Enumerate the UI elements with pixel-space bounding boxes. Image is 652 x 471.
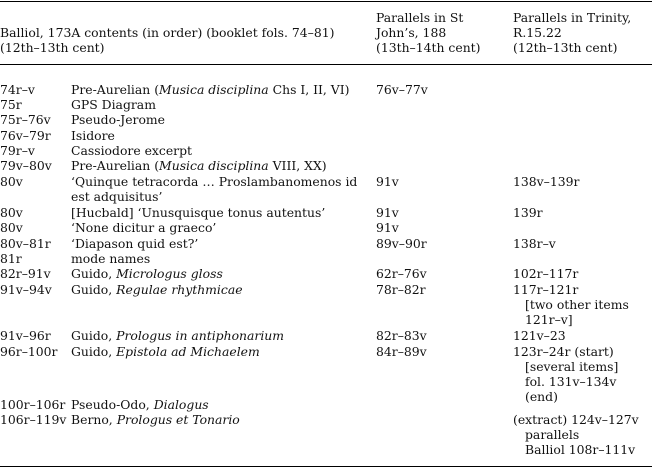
folio: 106r–119v: [0, 412, 67, 427]
content: Isidore: [71, 128, 115, 143]
header-st-johns: [376, 10, 481, 55]
folio: 79r–v: [0, 143, 35, 158]
trinity-parallel: 121v–23: [513, 328, 566, 343]
content: Pseudo-Odo, Dialogus: [71, 397, 209, 412]
content: Berno, Prologus et Tonario: [71, 412, 240, 427]
st-johns-parallel: 62r–76v: [376, 266, 427, 281]
trinity-parallel: 139r: [513, 205, 543, 220]
content: Guido, Micrologus gloss: [71, 266, 223, 281]
trinity-parallel: 138v–139r: [513, 174, 580, 189]
trinity-parallel: (extract) 124v–127v parallels Balliol 108r–111v: [513, 412, 639, 457]
content: ‘Quinque tetracorda … Proslambanomenos id est adquisitus’: [71, 174, 358, 204]
header-trinity-line2: R.15.22: [513, 25, 562, 40]
content: mode names: [71, 251, 151, 266]
header-balliol-line2: (12th–13th cent): [0, 40, 105, 55]
content: Pre-Aurelian (Musica disciplina VIII, XX): [71, 158, 327, 173]
folio: 75r: [0, 97, 22, 112]
header-rule: [0, 64, 652, 65]
trinity-parallel: 117r–121r [two other items 121r–v]: [513, 282, 629, 327]
folio: 80v–81r: [0, 236, 51, 251]
folio: 91v–94v: [0, 282, 52, 297]
folio: 80v: [0, 174, 23, 189]
trinity-parallel: 138r–v: [513, 236, 556, 251]
folio: 82r–91v: [0, 266, 51, 281]
header-st-johns-line2: John’s, 188: [376, 25, 447, 40]
folio: 75r–76v: [0, 112, 51, 127]
folio: 80v: [0, 205, 23, 220]
header-trinity-line3: (12th–13th cent): [513, 40, 618, 55]
st-johns-parallel: 78r–82r: [376, 282, 426, 297]
header-st-johns-line3: (13th–14th cent): [376, 40, 481, 55]
trinity-parallel: 123r–24r (start) [several items] fol. 131v–134v (end): [513, 344, 619, 404]
content: Pseudo-Jerome: [71, 112, 166, 127]
content: ‘None dicitur a graeco’: [71, 220, 217, 235]
folio: 79v–80v: [0, 158, 52, 173]
folio: 96r–100r: [0, 344, 58, 359]
content: Cassiodore excerpt: [71, 143, 193, 158]
header-st-johns-line1: Parallels in St: [376, 10, 464, 25]
content: Guido, Epistola ad Michaelem: [71, 344, 260, 359]
folio: 76v–79r: [0, 128, 51, 143]
content: ‘Diapason quid est?’: [71, 236, 199, 251]
content: Pre-Aurelian (Musica disciplina Chs I, II, VI): [71, 82, 350, 97]
st-johns-parallel: 84r–89v: [376, 344, 427, 359]
header-balliol: [0, 25, 334, 55]
folio: 74r–v: [0, 82, 35, 97]
header-balliol-line1: Balliol, 173A contents (in order) (booklet fols. 74–81): [0, 25, 335, 40]
folio: 100r–106r: [0, 397, 66, 412]
trinity-parallel: 102r–117r: [513, 266, 579, 281]
folio: 81r: [0, 251, 22, 266]
bottom-rule: [0, 466, 652, 467]
st-johns-parallel: 91v: [376, 205, 399, 220]
header-trinity-line1: Parallels in Trinity,: [513, 10, 632, 25]
folio: 91v–96r: [0, 328, 51, 343]
folio: 80v: [0, 220, 23, 235]
content: GPS Diagram: [71, 97, 156, 112]
content: [Hucbald] ‘Unusquisque tonus autentus’: [71, 205, 326, 220]
st-johns-parallel: 76v–77v: [376, 82, 428, 97]
top-rule: [0, 1, 652, 2]
header-trinity: [513, 10, 631, 55]
st-johns-parallel: 91v: [376, 174, 399, 189]
st-johns-parallel: 91v: [376, 220, 399, 235]
st-johns-parallel: 89v–90r: [376, 236, 427, 251]
st-johns-parallel: 82r–83v: [376, 328, 427, 343]
content: Guido, Regulae rhythmicae: [71, 282, 243, 297]
content: Guido, Prologus in antiphonarium: [71, 328, 285, 343]
